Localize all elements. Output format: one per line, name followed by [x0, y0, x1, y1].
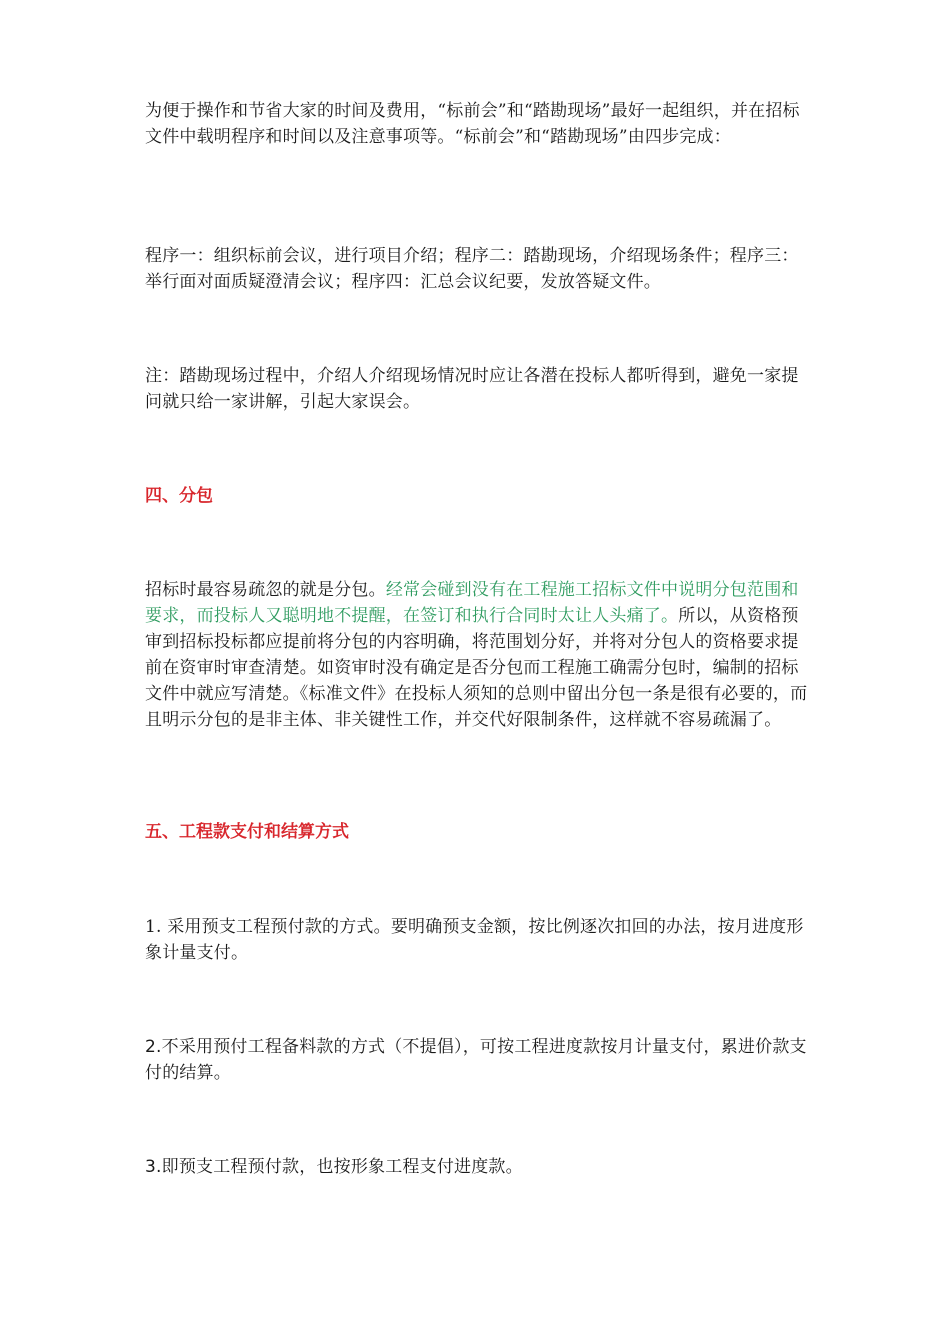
list-item-text: 即预支工程预付款，也按形象工程支付进度款。: [161, 1157, 523, 1177]
list-item-payment-1: 1. 采用预支工程预付款的方式。要明确预支金额，按比例逐次扣回的办法，按月进度形象计量支付。: [145, 917, 804, 963]
paragraph-site-visit-note: 注：踏勘现场过程中，介绍人介绍现场情况时应让各潜在投标人都听得到，避免一家提问就只给一家讲解，引起大家误会。: [145, 366, 799, 412]
list-item-number: 2.: [145, 1037, 162, 1057]
list-item-payment-2: [145, 1034, 813, 1086]
heading-subcontracting: 四、分包: [145, 486, 213, 506]
subcontracting-text-end: 所以，从资格预审到招标投标都应提前将分包的内容明确，将范围划分好，并将对分包人的资格要求提前在资审时审查清楚。如资审时没有确定是否分包而工程施工确需分包时，编制的招标文件中就应写清楚。《标准文件》在投标人须知的总则中留出分包一条是很有必要的，而且明示分包的是非主体、非关键性工作，并交代好限制条件，这样就不容易疏漏了。: [145, 606, 808, 730]
subcontracting-text-start: 招标时最容易疏忽的就是分包。: [145, 580, 386, 600]
subcontracting-text-highlight: 经常会碰到没有在工程施工招标文件中说明分包范围和要求，而投标人又聪明地不提醒，在签订和执行合同时太让人头痛了。: [145, 580, 799, 626]
list-item-number: 3.: [145, 1157, 162, 1177]
heading-payment-settlement: 五、工程款支付和结算方式: [145, 822, 349, 842]
list-item-payment-3: [145, 1154, 813, 1180]
paragraph-bid-meeting-intro: 为便于操作和节省大家的时间及费用，“标前会”和“踏勘现场”最好一起组织，并在招标文件中载明程序和时间以及注意事项等。“标前会”和“踏勘现场”由四步完成：: [145, 101, 800, 147]
list-item-text: 不采用预付工程备料款的方式（不提倡），可按工程进度款按月计量支付，累进价款支付的结算。: [145, 1037, 807, 1083]
paragraph-procedure-steps: 程序一：组织标前会议，进行项目介绍；程序二：踏勘现场，介绍现场条件；程序三：举行面对面质疑澄清会议；程序四：汇总会议纪要，发放答疑文件。: [145, 246, 799, 292]
paragraph-subcontracting: [145, 577, 813, 733]
